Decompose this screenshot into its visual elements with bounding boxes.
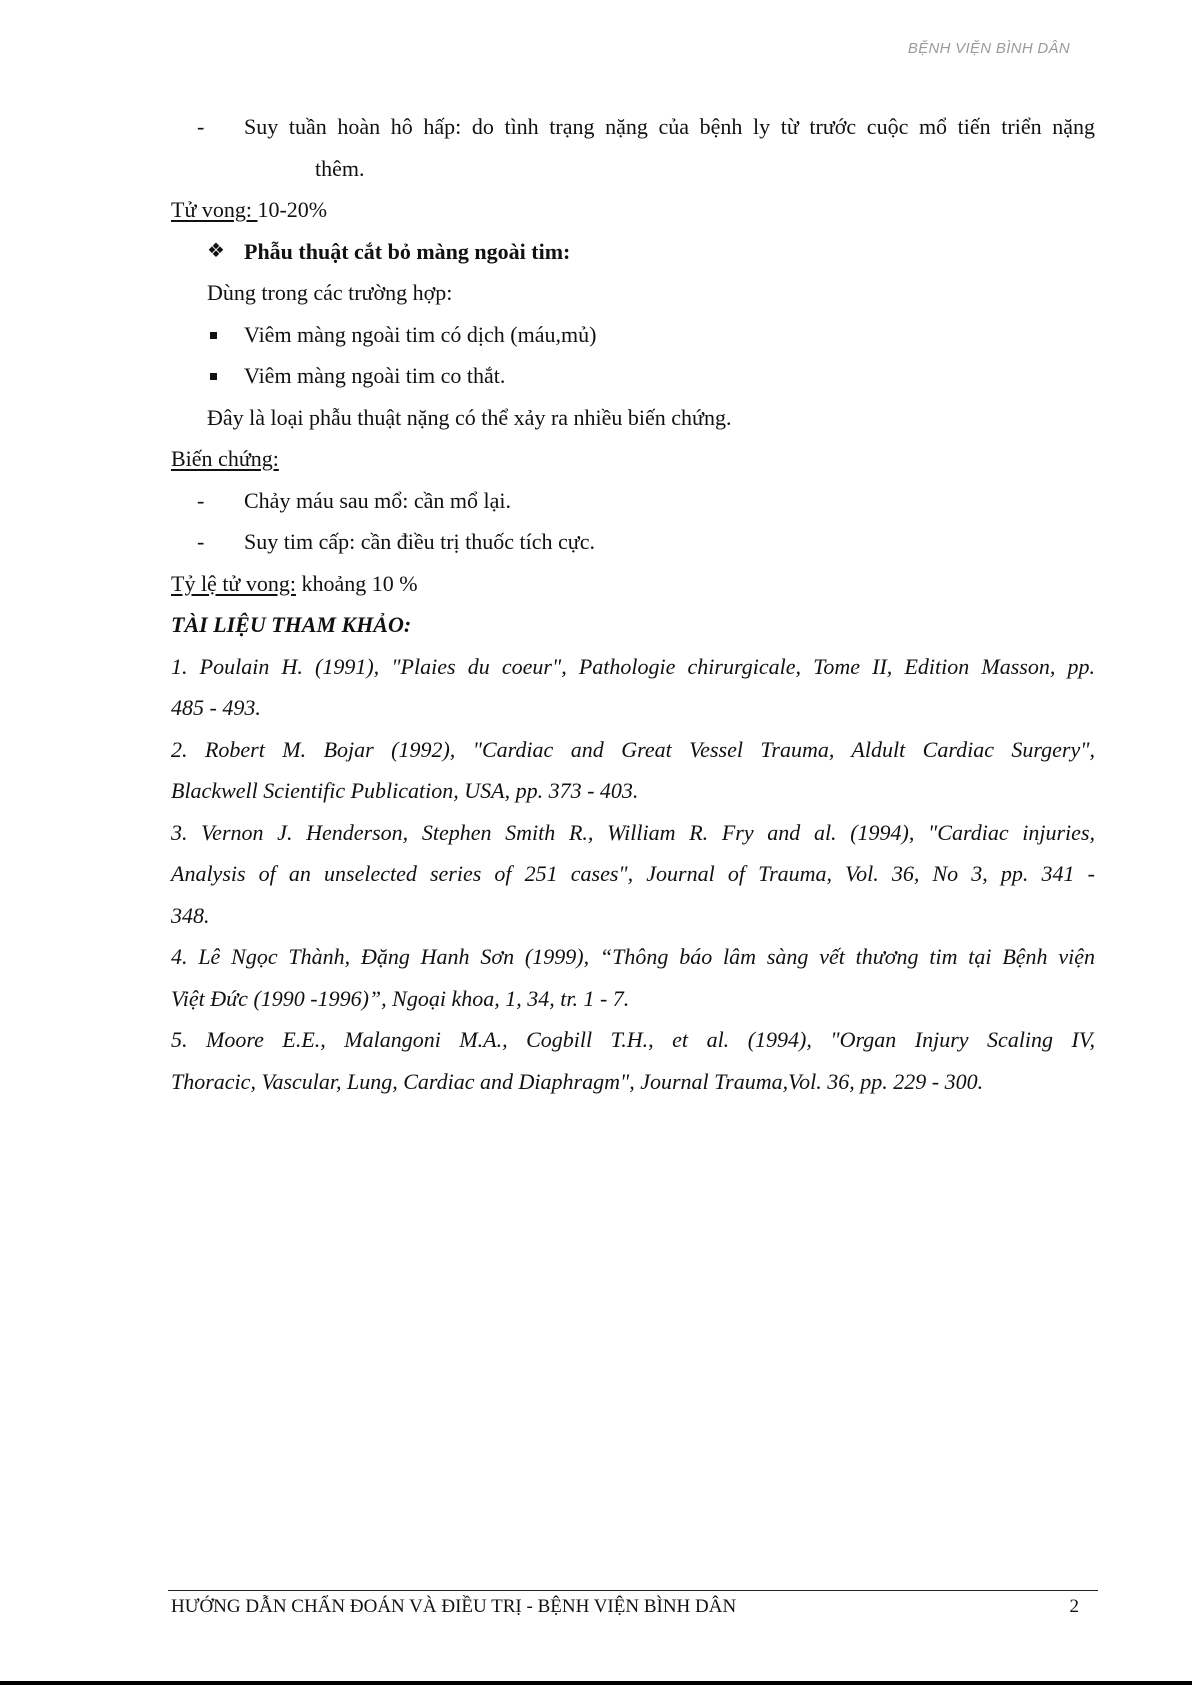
square-bullet-icon xyxy=(210,332,217,339)
reference-line: 5. Moore E.E., Malangoni M.A., Cogbill T.H., et al. (1994), "Organ Injury Scaling IV, xyxy=(171,1027,1095,1052)
section-title: Phẫu thuật cắt bỏ màng ngoài tim: xyxy=(244,238,571,264)
reference-line: 348. xyxy=(171,902,210,928)
page-content xyxy=(171,106,1095,1102)
dash-item xyxy=(171,480,1095,522)
dash-bullet: - xyxy=(197,487,205,513)
reference-line: Analysis of an unselected series of 251 cases", Journal of Trauma, Vol. 36, No 3, pp. 341 - xyxy=(171,861,1095,886)
reference-line: 4. Lê Ngọc Thành, Đặng Hanh Sơn (1999), “Thông báo lâm sàng vết thương tim tại Bệnh viện xyxy=(171,944,1095,969)
diamond-bullet-icon: ❖ xyxy=(207,239,225,262)
reference-line: Blackwell Scientific Publication, USA, pp. 373 - 403. xyxy=(171,778,639,803)
reference-line: 485 - 493. xyxy=(171,695,261,720)
dash-item-respiratory xyxy=(171,106,1095,148)
reference-line: 1. Poulain H. (1991), "Plaies du coeur", Pathologie chirurgicale, Tome II, Edition Masson, pp. xyxy=(171,653,1095,679)
dash-item-text: Suy tuần hoàn hô hấp: do tình trạng nặng của bệnh ly từ trước cuộc mổ tiến triển nặng xyxy=(244,114,1095,139)
reference-item xyxy=(171,936,1095,1019)
dash-item-continuation: thêm. xyxy=(315,155,365,181)
reference-item xyxy=(171,646,1095,729)
list-item-text: Viêm màng ngoài tim có dịch (máu,mủ) xyxy=(244,321,597,347)
dash-item xyxy=(171,521,1095,563)
dash-bullet: - xyxy=(197,529,205,554)
reference-line: 3. Vernon J. Henderson, Stephen Smith R., William R. Fry and al. (1994), "Cardiac injuries, xyxy=(171,819,1095,845)
square-bullet-icon xyxy=(210,373,217,380)
mortality-label: Tử vong: xyxy=(171,197,258,222)
complications-label: Biến chứng: xyxy=(171,446,279,471)
reference-item xyxy=(171,1019,1095,1102)
mortality-rate-label: Tỷ lệ tử vong: xyxy=(171,570,296,596)
page-bottom-border xyxy=(0,1681,1192,1685)
mortality-line xyxy=(171,189,1095,231)
reference-line: 2. Robert M. Bojar (1992), "Cardiac and Great Vessel Trauma, Aldult Cardiac Surgery", xyxy=(171,736,1095,762)
complications-heading xyxy=(171,438,1095,480)
page-number: 2 xyxy=(1069,1596,1079,1617)
dash-item-text: Chảy máu sau mổ: cần mổ lại. xyxy=(244,487,511,513)
footer-title: HƯỚNG DẪN CHẨN ĐOÁN VÀ ĐIỀU TRỊ - BỆNH VIỆN BÌNH DÂN xyxy=(171,1596,737,1617)
dash-bullet: - xyxy=(197,114,205,139)
reference-line: Việt Đức (1990 -1996)”, Ngoại khoa, 1, 34, tr. 1 - 7. xyxy=(171,985,630,1011)
section-intro: Dùng trong các trường hợp: xyxy=(207,280,453,305)
summary-paragraph: Đây là loại phẫu thuật nặng có thể xảy ra nhiều biến chứng. xyxy=(207,404,732,430)
mortality-rate-line xyxy=(171,563,1095,605)
mortality-rate-value: khoảng 10 % xyxy=(295,570,418,596)
list-item-text: Viêm màng ngoài tim co thắt. xyxy=(244,363,506,388)
running-header: BỆNH VIỆN BÌNH DÂN xyxy=(907,40,1070,57)
reference-line: Thoracic, Vascular, Lung, Cardiac and Diaphragm", Journal Trauma,Vol. 36, pp. 229 - 300. xyxy=(171,1068,984,1094)
references-title: TÀI LIỆU THAM KHẢO: xyxy=(171,612,412,637)
footer-divider xyxy=(168,1590,1098,1591)
list-item xyxy=(171,314,1095,356)
list-item xyxy=(171,355,1095,397)
dash-item-text: Suy tim cấp: cần điều trị thuốc tích cực. xyxy=(244,529,595,554)
reference-item xyxy=(171,729,1095,812)
mortality-value: 10-20% xyxy=(257,197,328,222)
section-heading xyxy=(171,231,1095,273)
reference-item xyxy=(171,812,1095,937)
